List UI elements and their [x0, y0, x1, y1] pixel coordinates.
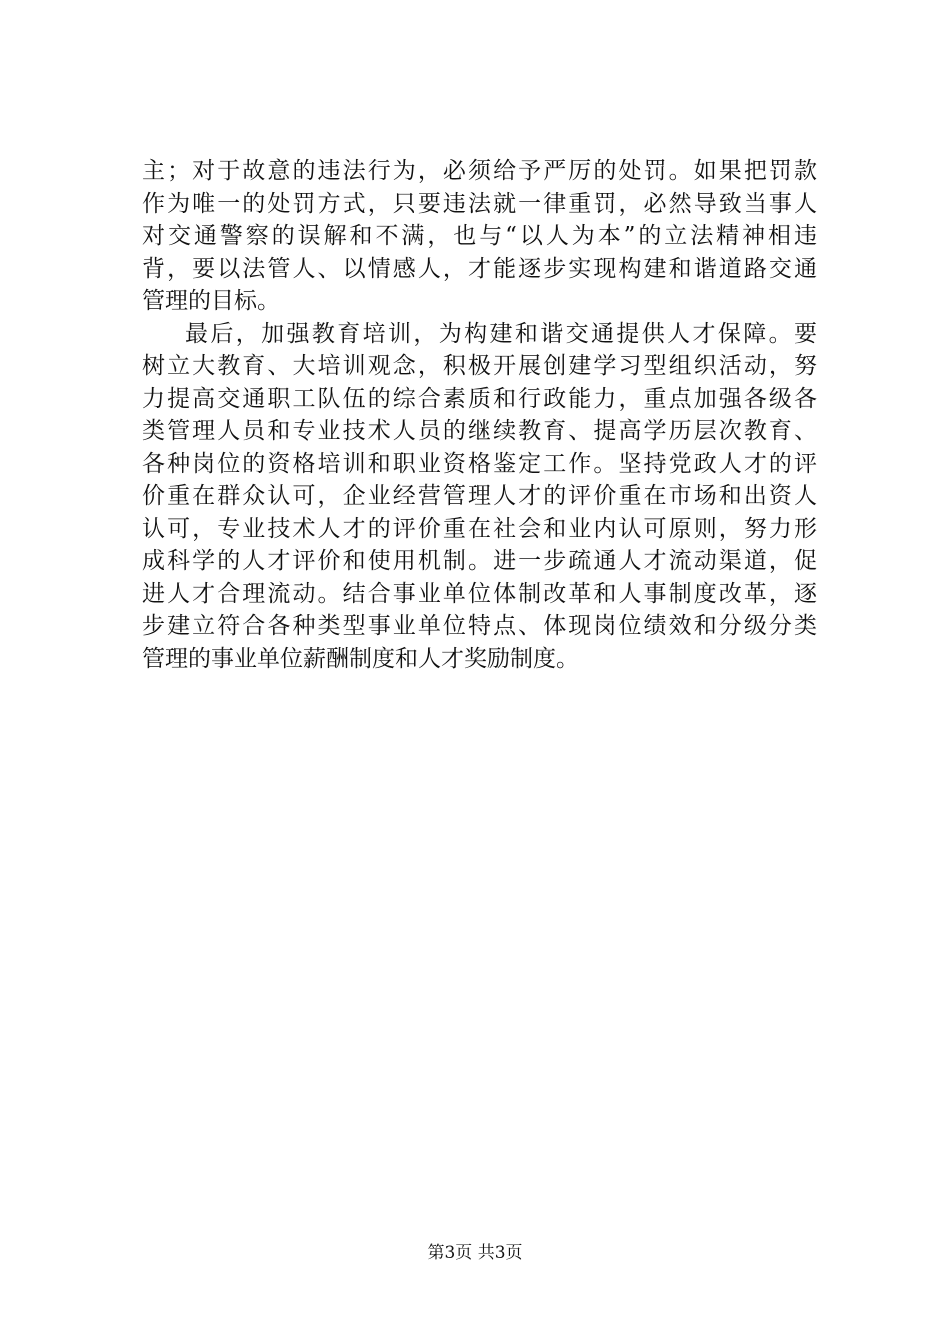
text-line: 力提高交通职工队伍的综合素质和行政能力，重点加强各级各: [142, 385, 817, 412]
text-line: 管理的目标。: [142, 288, 280, 314]
text-line: 管理的事业单位薪酬制度和人才奖励制度。: [142, 645, 579, 672]
text-line: 作为唯一的处罚方式，只要违法就一律重罚，必然导致当事人: [142, 190, 817, 217]
text-line: 树立大教育、大培训观念，积极开展创建学习型组织活动，努: [142, 353, 817, 379]
text-line: 最后，加强教育培训，为构建和谐交通提供人才保障。要: [185, 320, 817, 347]
text-line: 背，要以法管人、以情感人，才能逐步实现构建和谐道路交通: [142, 255, 817, 282]
text-line: 主；对于故意的违法行为，必须给予严厉的处罚。如果把罚款: [142, 158, 817, 184]
text-line: 进人才合理流动。结合事业单位体制改革和人事制度改革，逐: [142, 580, 817, 607]
text-line: 认可，专业技术人才的评价重在社会和业内认可原则，努力形: [142, 515, 817, 542]
text-line: 类管理人员和专业技术人员的继续教育、提高学历层次教育、: [142, 418, 817, 444]
paragraph-2: [142, 318, 817, 676]
text-line: 步建立符合各种类型事业单位特点、体现岗位绩效和分级分类: [142, 613, 817, 639]
text-line: 各种岗位的资格培训和职业资格鉴定工作。坚持党政人才的评: [142, 450, 817, 477]
page-number: 第3页 共3页: [427, 1243, 523, 1263]
page-footer: [0, 1241, 950, 1265]
text-line: 成科学的人才评价和使用机制。进一步疏通人才流动渠道，促: [142, 548, 817, 574]
text-line: 价重在群众认可，企业经营管理人才的评价重在市场和出资人: [142, 483, 817, 509]
paragraph-1: [142, 155, 817, 318]
document-body: [142, 155, 817, 675]
text-line: 对交通警察的误解和不满，也与“以人为本”的立法精神相违: [142, 223, 817, 249]
